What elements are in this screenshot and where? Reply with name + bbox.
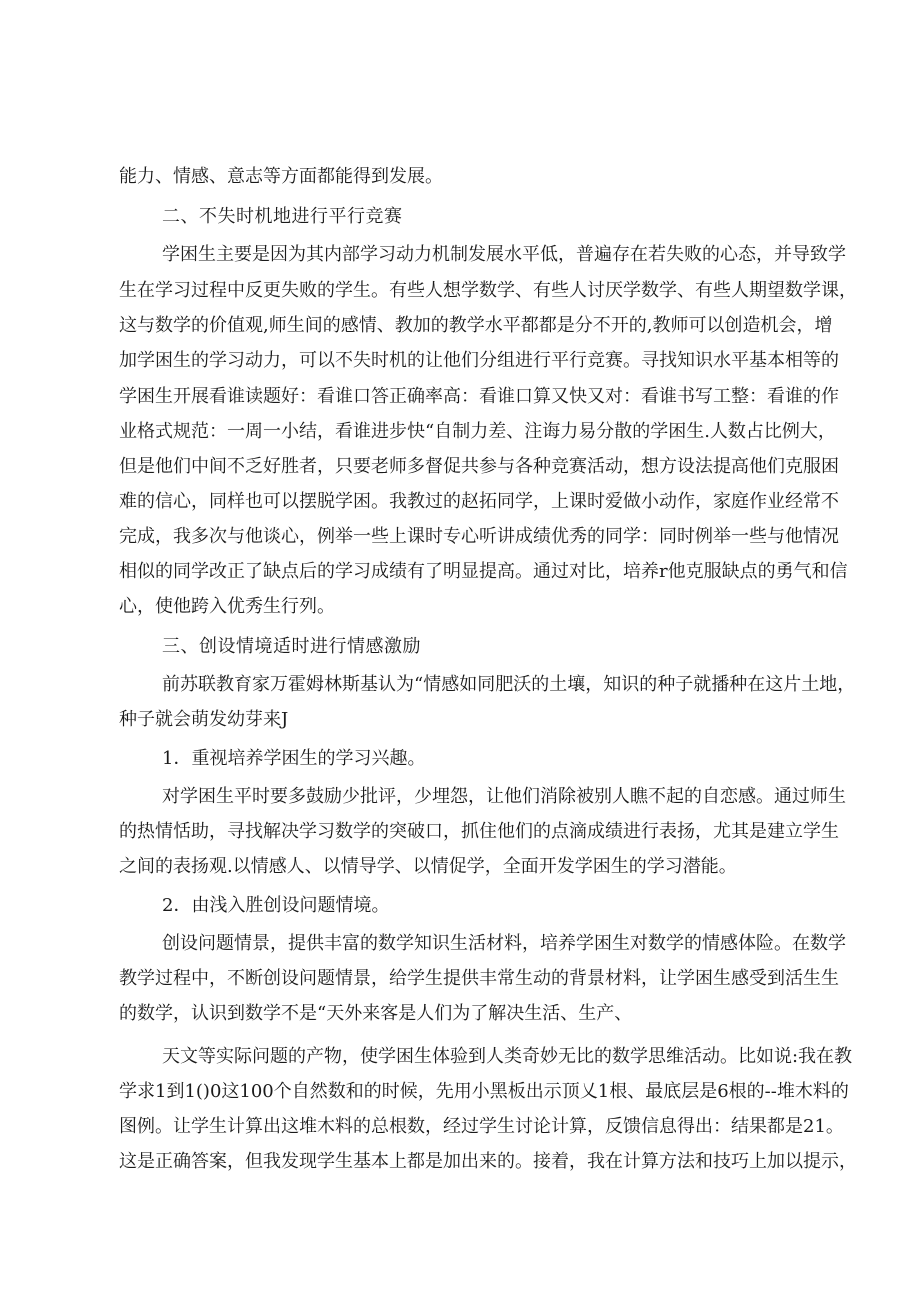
text-line: 这是正确答案，但我发现学生基本上都是加出来的。接着，我在计算方法和技巧上加以提示，: [119, 1151, 857, 1172]
text-line: 相似的同学改正了缺点后的学习成绩有了明显提高。通过对比，培养r他克服缺点的勇气和信: [119, 561, 848, 582]
text-line: 创设问题情景，提供丰富的数学知识生活材料，培养学困生对数学的情感体险。在数学: [162, 933, 846, 954]
text-line: 业格式规范：一周一小结，看谁进步快“自制力差、注诲力易分散的学困生.人数占比例大，: [119, 421, 836, 442]
text-line: 教学过程中，不断创设问题情景，给学生提供丰常生动的背景材料，让学困生感受到活生生: [119, 968, 839, 989]
text-line: 之间的表扬观.以情感人、以情导学、以情促学，全面开发学困生的学习潜能。: [119, 856, 737, 877]
section-heading: 三、创设情境适时进行情感激励: [162, 636, 421, 657]
text-line: 心，使他跨入优秀生行列。: [119, 596, 335, 617]
text-line: 能力、情感、意志等方面都能得到发展。: [119, 166, 443, 187]
text-line: 加学困生的学习动力，可以不失时机的让他们分组进行平行竞赛。寻找知识水平基本相等的: [119, 350, 839, 371]
text-line: 种子就会萌发幼芽来J: [119, 709, 289, 730]
text-line: 图例。让学生计算出这堆木料的总根数，经过学生讨论计算，反馈信息得出：结果都是21。: [119, 1116, 844, 1137]
text-line: 的热情恬助，寻找解决学习数学的突破口，抓住他们的点滴成绩进行表扬，尤其是建立学生: [119, 821, 839, 842]
text-line: 生在学习过程中反更失败的学生。有些人想学数学、有些人讨厌学数学、有些人期望数学课，: [119, 280, 857, 301]
text-line: 学困生开展看谁读题好：看谁口答正确率高：看谁口算又快又对：看谁书写工整：看谁的作: [119, 386, 839, 407]
text-line: 天文等实际问题的产物，使学困生体验到人类奇妙无比的数学思维活动。比如说:我在教: [162, 1046, 853, 1067]
text-line: 难的信心，同样也可以摆脱学困。我教过的赵拓同学，上课时爱做小动作，家庭作业经常不: [119, 491, 839, 512]
text-line: 完成，我多次与他谈心，例举一些上课时专心听讲成绩优秀的同学：同时例举一些与他情况: [119, 526, 839, 547]
text-line: 这与数学的价值观,师生间的感情、教加的教学水平都都是分不开的,教师可以创造机会，增: [119, 315, 833, 336]
text-line: 前苏联教育家万霍姆林斯基认为“情感如同肥沃的土壤，知识的种子就播种在这片土地，: [162, 674, 856, 695]
text-line: 的数学，认识到数学不是“天外来客是人们为了解决生活、生产、: [119, 1003, 633, 1024]
subsection-heading: 2．由浅入胜创设问题情境。: [162, 895, 390, 916]
text-line: 但是他们中间不乏好胜者，只要老师多督促共参与各种竞赛活动，想方设法提高他们克服困: [119, 456, 839, 477]
text-line: 学困生主要是因为其内部学习动力机制发展水平低，普遍存在若失败的心态，并导致学: [162, 244, 846, 265]
section-heading: 二、不失时机地进行平行竞赛: [162, 206, 403, 227]
subsection-heading: 1．重视培养学困生的学习兴趣。: [162, 748, 426, 769]
text-line: 学求1到1()0这100个自然数和的时候，先用小黑板出示顶乂1根、最底层是6根的--堆木料的: [119, 1081, 849, 1102]
text-line: 对学困生平时要多鼓励少批评，少埋怨，让他们消除被别人瞧不起的自恋感。通过师生: [162, 786, 846, 807]
